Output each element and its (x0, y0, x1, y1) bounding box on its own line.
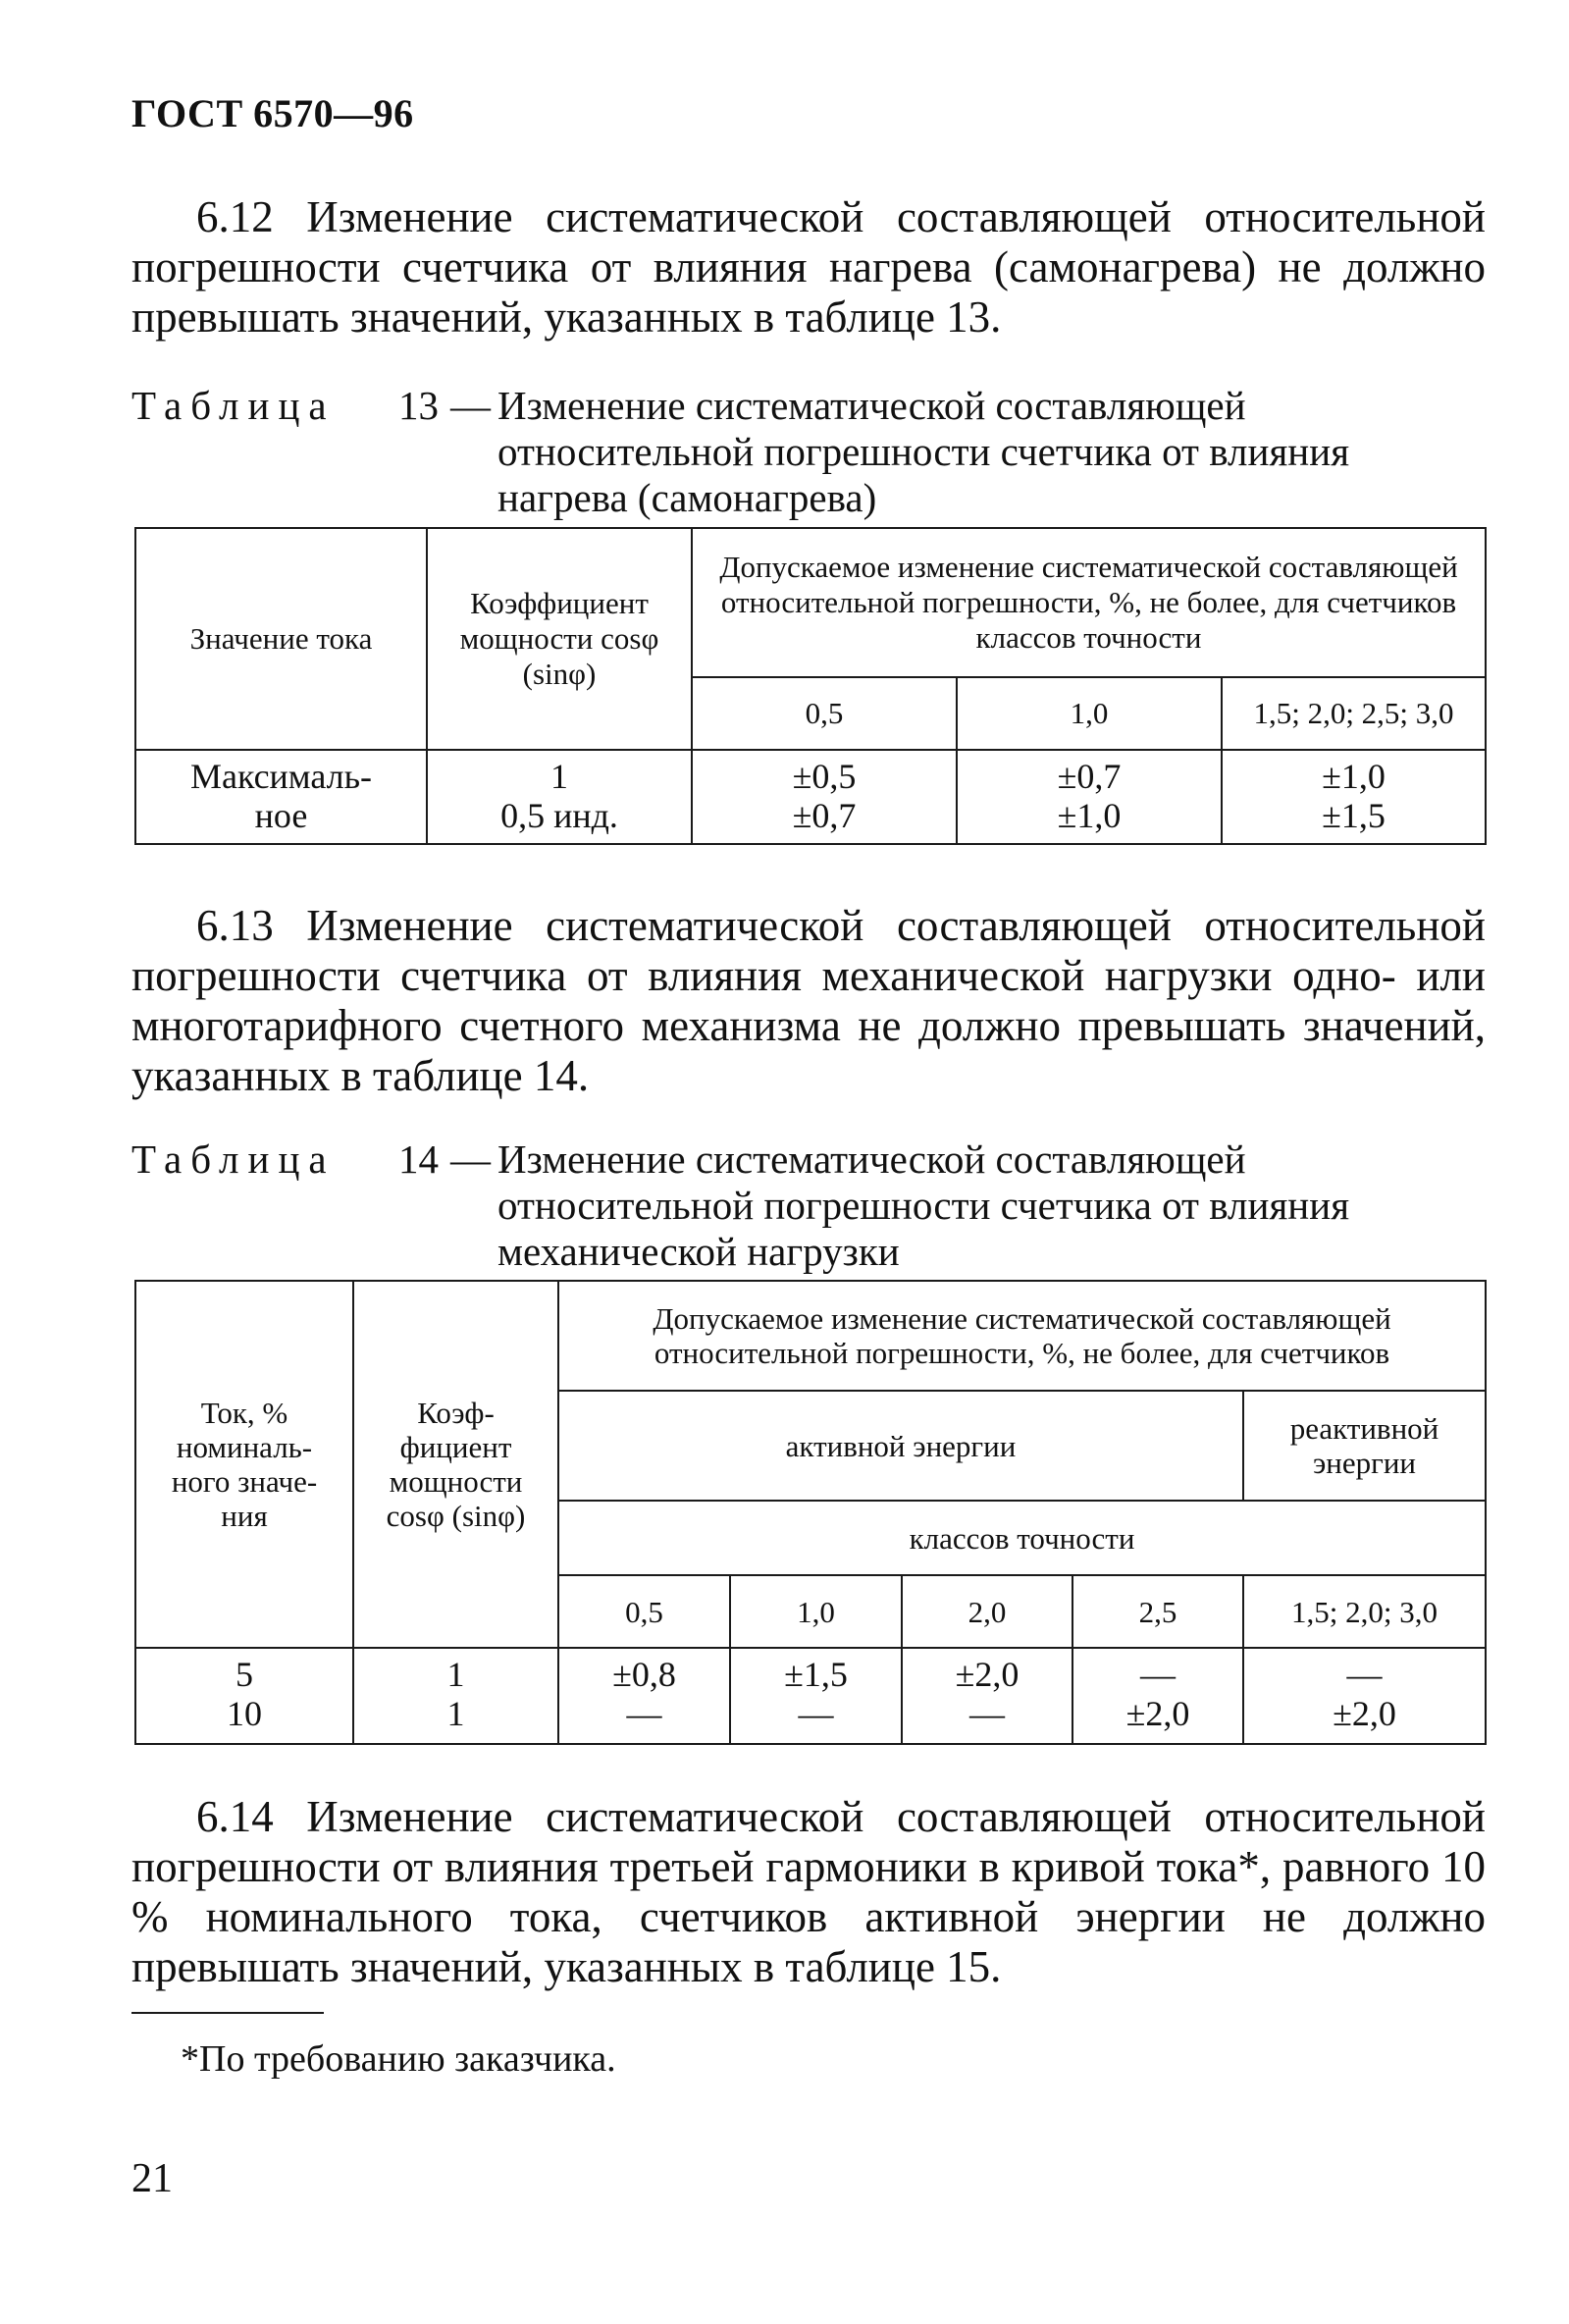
caption-number: 14 (398, 1136, 439, 1182)
header-class: 2,5 (1072, 1575, 1243, 1648)
document-header: ГОСТ 6570—96 (131, 91, 414, 135)
paragraph-6-13: 6.13 Изменение систематической составляющей относительной погрешности счетчика от влияния механической нагрузки одно- или многотарифного счетного механизма не должно превышать значений, указанных в таблице 14. (131, 901, 1486, 1100)
footnote-divider (131, 2012, 324, 2014)
page-number: 21 (131, 2156, 173, 2201)
cell-value: ±2,0 — (902, 1648, 1072, 1744)
cell-current: Максималь- ное (135, 750, 427, 844)
header-power-factor: Коэф- фициент мощности cosφ (sinφ) (353, 1281, 558, 1648)
cell-value: ±1,0 ±1,5 (1222, 750, 1486, 844)
cell-value: ±0,8 — (558, 1648, 730, 1744)
header-reactive-energy: реактивной энергии (1243, 1391, 1486, 1501)
header-class: 2,0 (902, 1575, 1072, 1648)
header-current-text: Значение тока (189, 621, 373, 656)
header-class: 1,0 (957, 677, 1222, 750)
header-allowed-change-text: Допускаемое изменение систематической составляющей относительной погрешности, %, не более, для счетчиков классов точности (719, 550, 1458, 655)
cell-power-factor: 1 1 (353, 1648, 558, 1744)
header-accuracy-classes: классов точности (558, 1501, 1486, 1575)
header-active-energy: активной энергии (558, 1391, 1243, 1501)
caption-text: Изменение систематической составляющей относительной погрешности счетчика от влияния нагрева (самонагрева) (497, 383, 1350, 520)
table-13 (134, 527, 1487, 845)
paragraph-6-14: 6.14 Изменение систематической составляющей относительной погрешности от влияния третьей гармоники в кривой тока*, равного 10 % номинального тока, счетчиков активной энергии не должно превышать значений, указанных в таблице 15. (131, 1792, 1486, 1991)
cell-current: 5 10 (135, 1648, 353, 1744)
header-class: 0,5 (558, 1575, 730, 1648)
header-class: 1,5; 2,0; 2,5; 3,0 (1222, 677, 1486, 750)
header-class: 0,5 (692, 677, 957, 750)
table-14 (134, 1280, 1487, 1745)
caption-dash: — (450, 383, 491, 428)
header-class: 1,0 (730, 1575, 902, 1648)
header-class: 1,5; 2,0; 3,0 (1243, 1575, 1486, 1648)
caption-number: 13 (398, 383, 439, 428)
paragraph-6-12: 6.12 Изменение систематической составляющей относительной погрешности счетчика от влияния нагрева (самонагрева) не должно превышать значений, указанных в таблице 13. (131, 192, 1486, 342)
header-allowed-change (558, 1281, 1486, 1391)
cell-value: ±0,7 ±1,0 (957, 750, 1222, 844)
caption-label: Таблица (131, 1136, 336, 1182)
header-allowed-change-text: Допускаемое изменение систематической составляющей относительной погрешности, %, не более, для счетчиков (653, 1301, 1391, 1370)
cell-value: ±0,5 ±0,7 (692, 750, 957, 844)
caption-dash: — (450, 1136, 491, 1182)
cell-value: — ±2,0 (1243, 1648, 1486, 1744)
table-14-caption (131, 1136, 1476, 1284)
cell-power-factor: 1 0,5 инд. (427, 750, 692, 844)
table-13-caption (131, 383, 1476, 530)
header-current (135, 528, 427, 750)
caption-label: Таблица (131, 383, 336, 428)
header-current: Ток, % номиналь- ного значе- ния (135, 1281, 353, 1648)
header-power-factor (427, 528, 692, 750)
header-allowed-change (692, 528, 1486, 677)
caption-text: Изменение систематической составляющей относительной погрешности счетчика от влияния механической нагрузки (497, 1136, 1350, 1274)
cell-value: — ±2,0 (1072, 1648, 1243, 1744)
footnote: *По требованию заказчика. (181, 2038, 616, 2080)
cell-value: ±1,5 — (730, 1648, 902, 1744)
header-power-factor-text: Коэффициент мощности cosφ (sinφ) (459, 586, 659, 691)
